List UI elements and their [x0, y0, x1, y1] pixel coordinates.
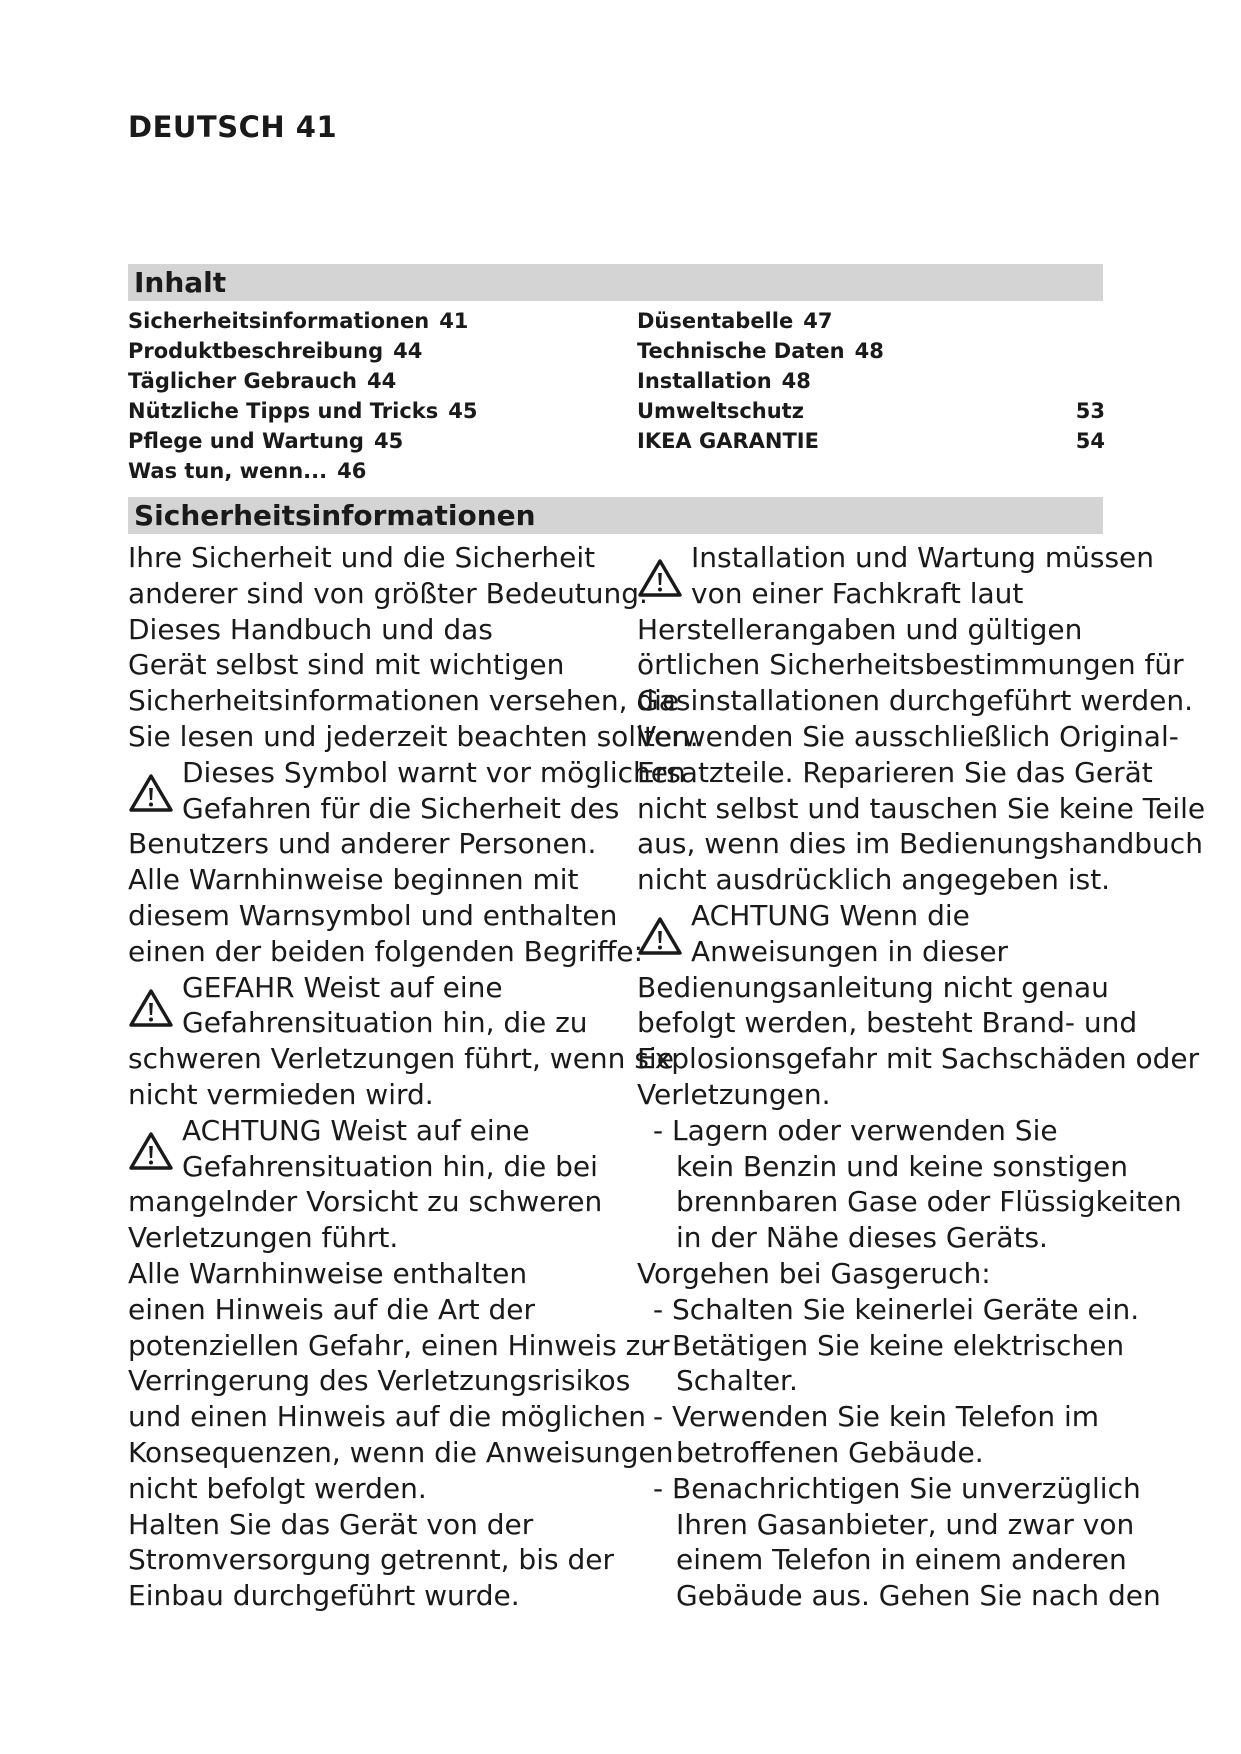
text-line: Dieses Handbuch und das	[128, 612, 493, 646]
toc-entry-label: Düsentabelle	[637, 309, 794, 333]
language-title: DEUTSCH	[128, 110, 286, 144]
text-line: GEFAHR Weist auf eine	[182, 970, 503, 1004]
text-line: Gerät selbst sind mit wichtigen	[128, 648, 565, 682]
toc-entry	[128, 396, 588, 426]
text-line: Ersatzteile. Reparieren Sie das Gerät	[637, 755, 1153, 789]
text-line: örtlichen Sicherheitsbestimmungen für	[637, 648, 1184, 682]
toc-entry	[128, 456, 588, 486]
gefahr-warning	[128, 970, 674, 1113]
achtung-warning	[128, 1113, 628, 1256]
toc-entry	[637, 396, 1105, 426]
text-line: schweren Verletzungen führt, wenn sie	[128, 1042, 674, 1076]
gas-odor-bullet	[637, 1471, 1161, 1614]
toc-entry-label: Nützliche Tipps und Tricks	[128, 399, 439, 423]
toc-entry-page: 45	[373, 429, 404, 453]
safety-right-column	[637, 540, 1206, 1614]
page-number: 41	[295, 110, 338, 144]
toc-entry-page: 44	[366, 369, 397, 393]
text-line: - Verwenden Sie kein Telefon im	[653, 1400, 1100, 1434]
text-line: befolgt werden, besteht Brand- und	[637, 1006, 1138, 1040]
text-line: kein Benzin und keine sonstigen	[676, 1149, 1128, 1183]
text-line: Dieses Symbol warnt vor möglichen	[182, 755, 686, 789]
safety-heading: Sicherheitsinformationen	[128, 497, 1103, 534]
toc-entry-label: Sicherheitsinformationen	[128, 309, 430, 333]
toc-heading: Inhalt	[128, 264, 1103, 301]
text-line: nicht befolgt werden.	[128, 1471, 427, 1505]
warning-contents-paragraph	[128, 1256, 674, 1507]
gasoline-bullet	[637, 1113, 1182, 1256]
toc-entry-label: Pflege und Wartung	[128, 429, 364, 453]
toc-entry-label: Was tun, wenn...	[128, 459, 328, 483]
text-line: Stromversorgung getrennt, bis der	[128, 1543, 614, 1577]
toc-entry-label: IKEA GARANTIE	[637, 429, 819, 453]
text-line: nicht selbst und tauschen Sie keine Teile	[637, 791, 1206, 825]
text-line: Gefahrensituation hin, die bei	[182, 1149, 598, 1183]
gas-odor-heading: Vorgehen bei Gasgeruch:	[637, 1256, 991, 1290]
text-line: Benutzers und anderer Personen.	[128, 827, 597, 861]
text-line: von einer Fachkraft laut	[691, 576, 1024, 610]
gas-odor-bullet	[637, 1292, 1140, 1328]
text-line: aus, wenn dies im Bedienungshandbuch	[637, 827, 1203, 861]
text-line: Gasinstallationen durchgeführt werden.	[637, 684, 1194, 718]
toc-entry-label: Installation	[637, 369, 772, 393]
toc-entry	[128, 366, 588, 396]
text-line: Gefahren für die Sicherheit des	[182, 791, 620, 825]
text-line: und einen Hinweis auf die möglichen	[128, 1400, 646, 1434]
toc-entry-page: 54	[1075, 429, 1105, 453]
text-line: Konsequenzen, wenn die Anweisungen	[128, 1435, 674, 1469]
toc-entry-page: 44	[393, 339, 423, 363]
power-paragraph	[128, 1507, 628, 1614]
text-line: potenziellen Gefahr, einen Hinweis zur	[128, 1328, 670, 1362]
toc-entry	[637, 426, 1105, 456]
text-line: mangelnder Vorsicht zu schweren	[128, 1185, 603, 1219]
toc-entry-page: 47	[803, 309, 833, 333]
text-line: anderer sind von größter Bedeutung.	[128, 576, 648, 610]
installation-warning	[637, 540, 1206, 898]
toc-entry	[637, 366, 1105, 396]
toc-entry-label: Produktbeschreibung	[128, 339, 384, 363]
text-line: einem Telefon in einem anderen	[676, 1543, 1127, 1577]
text-line: Alle Warnhinweise beginnen mit	[128, 863, 579, 897]
text-line: Alle Warnhinweise enthalten	[128, 1256, 528, 1290]
intro-paragraph	[128, 540, 699, 755]
text-line: diesem Warnsymbol und enthalten	[128, 898, 618, 932]
toc-entry-label: Umweltschutz	[637, 399, 804, 423]
toc-entry-page: 45	[448, 399, 478, 423]
text-line: - Schalten Sie keinerlei Geräte ein.	[653, 1292, 1140, 1326]
toc-entry-label: Technische Daten	[637, 339, 845, 363]
toc-left-column	[128, 306, 588, 486]
toc-entry	[128, 336, 588, 366]
text-line: Herstellerangaben und gültigen	[637, 612, 1083, 646]
text-line: Einbau durchgeführt wurde.	[128, 1579, 520, 1613]
text-line: in der Nähe dieses Geräts.	[676, 1221, 1048, 1255]
text-line: - Lagern oder verwenden Sie	[653, 1113, 1058, 1147]
gas-odor-bullet	[637, 1399, 1137, 1471]
text-line: Installation und Wartung müssen	[691, 541, 1155, 574]
text-line: Explosionsgefahr mit Sachschäden oder	[637, 1042, 1200, 1076]
text-line: Sie lesen und jederzeit beachten sollten.	[128, 719, 699, 753]
text-line: betroffenen Gebäude.	[676, 1435, 984, 1469]
toc-entry	[128, 306, 588, 336]
text-line: - Betätigen Sie keine elektrischen	[653, 1328, 1125, 1362]
text-line: Ihre Sicherheit und die Sicherheit	[128, 541, 596, 574]
gas-odor-bullet	[637, 1328, 1137, 1400]
toc-entry	[637, 306, 1105, 336]
text-line: Verringerung des Verletzungsrisikos	[128, 1364, 631, 1398]
text-line: Verletzungen führt.	[128, 1221, 399, 1255]
text-line: Bedienungsanleitung nicht genau	[637, 970, 1109, 1004]
symbol-warning	[128, 755, 686, 862]
text-line: nicht vermieden wird.	[128, 1077, 434, 1111]
toc-entry-page: 41	[439, 309, 469, 333]
toc-right-column	[637, 306, 1105, 456]
all-warnings-paragraph	[128, 862, 644, 969]
text-line: Schalter.	[676, 1364, 798, 1398]
text-line: brennbaren Gase oder Flüssigkeiten	[676, 1185, 1182, 1219]
text-line: Gefahrensituation hin, die zu	[182, 1006, 588, 1040]
text-line: - Benachrichtigen Sie unverzüglich	[653, 1471, 1141, 1505]
achtung-fire-warning	[637, 898, 1200, 1113]
toc-entry	[128, 426, 588, 456]
text-line: ACHTUNG Weist auf eine	[182, 1113, 530, 1147]
toc-entry	[637, 336, 1105, 366]
page-header	[128, 110, 337, 144]
text-line: Halten Sie das Gerät von der	[128, 1507, 534, 1541]
safety-left-column	[128, 540, 699, 1614]
text-line: Anweisungen in dieser	[691, 934, 1009, 968]
toc-entry-page: 46	[337, 459, 367, 483]
text-line: Ihren Gasanbieter, und zwar von	[676, 1507, 1135, 1541]
text-line: Verletzungen.	[637, 1077, 831, 1111]
toc-entry-label: Täglicher Gebrauch	[128, 369, 357, 393]
text-line: Verwenden Sie ausschließlich Original-	[637, 719, 1179, 753]
text-line: einen der beiden folgenden Begriffe:	[128, 934, 644, 968]
toc-entry-page: 48	[781, 369, 811, 393]
toc-entry-page: 53	[1075, 399, 1105, 423]
toc-entry-page: 48	[854, 339, 884, 363]
text-line: Sicherheitsinformationen versehen, die	[128, 684, 680, 718]
text-line: ACHTUNG Wenn die	[691, 898, 970, 932]
text-line: Gebäude aus. Gehen Sie nach den	[676, 1579, 1161, 1613]
text-line: einen Hinweis auf die Art der	[128, 1292, 535, 1326]
text-line: nicht ausdrücklich angegeben ist.	[637, 863, 1111, 897]
